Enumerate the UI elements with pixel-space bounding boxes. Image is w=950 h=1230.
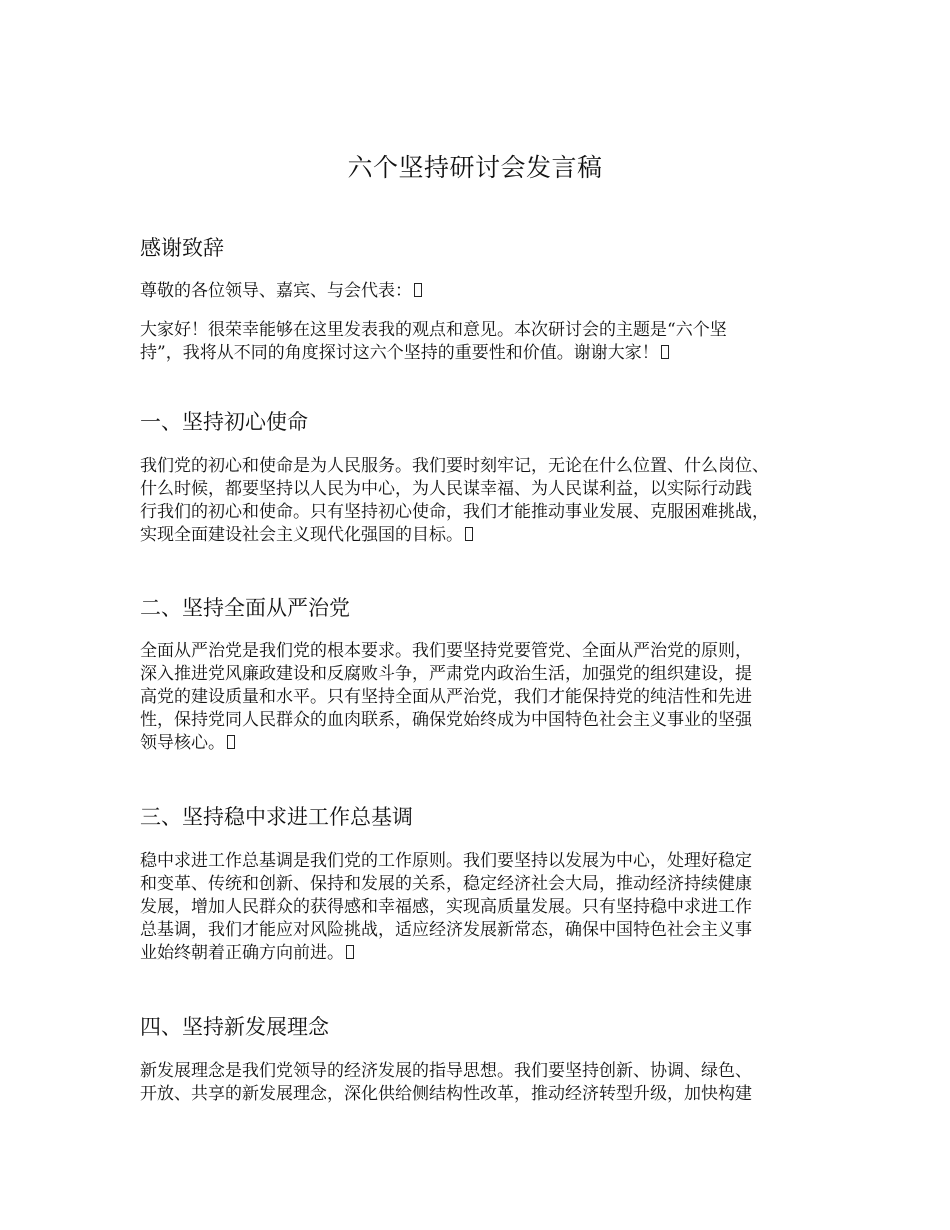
text-line: 开放、共享的新发展理念，深化供给侧结构性改革，推动经济转型升级，加快构建 <box>140 1084 752 1104</box>
text-line: 业始终朝着正确方向前进。 <box>140 942 830 965</box>
paragraph-end-glyph <box>227 735 235 749</box>
text-line: 领导核心。 <box>140 732 830 755</box>
section-heading-2: 二、坚持全面从严治党 <box>140 596 350 620</box>
text-line: 高党的建设质量和水平。只有坚持全面从严治党，我们才能保持党的纯洁性和先进 <box>140 687 752 707</box>
document-title: 六个坚持研讨会发言稿 <box>347 153 603 182</box>
text-line: 稳中求进工作总基调是我们党的工作原则。我们要坚持以发展为中心，处理好稳定 <box>140 851 752 871</box>
paragraph-end-glyph <box>414 283 422 297</box>
paragraph-section-2 <box>140 640 830 755</box>
paragraph-section-1 <box>140 455 830 547</box>
text-line: 大家好！很荣幸能够在这里发表我的观点和意见。本次研讨会的主题是“六个坚 <box>140 320 727 340</box>
text-line: 什么时候，都要坚持以人民为中心，为人民谋幸福、为人民谋利益，以实际行动践 <box>140 479 752 499</box>
text-line: 我们党的初心和使命是为人民服务。我们要时刻牢记，无论在什么位置、什么岗位、 <box>140 456 769 476</box>
text-line: 行我们的初心和使命。只有坚持初心使命，我们才能推动事业发展、克服困难挑战， <box>140 502 769 522</box>
text-line: 实现全面建设社会主义现代化强国的目标。 <box>140 524 830 547</box>
text-line: 全面从严治党是我们党的根本要求。我们要坚持党要管党、全面从严治党的原则， <box>140 641 752 661</box>
text-line: 新发展理念是我们党领导的经济发展的指导思想。我们要坚持创新、协调、绿色、 <box>140 1061 752 1081</box>
text-line: 尊敬的各位领导、嘉宾、与会代表： <box>140 280 830 303</box>
paragraph-section-4 <box>140 1060 830 1106</box>
text-line: 发展，增加人民群众的获得感和幸福感，实现高质量发展。只有坚持稳中求进工作 <box>140 897 752 917</box>
paragraph-greeting <box>140 280 830 303</box>
text-line: 性，保持党同人民群众的血肉联系，确保党始终成为中国特色社会主义事业的坚强 <box>140 710 752 730</box>
paragraph-section-3 <box>140 850 830 965</box>
section-heading-3: 三、坚持稳中求进工作总基调 <box>140 805 413 829</box>
paragraph-end-glyph <box>661 345 669 359</box>
text-line: 和变革、传统和创新、保持和发展的关系，稳定经济社会大局，推动经济持续健康 <box>140 874 752 894</box>
paragraph-end-glyph <box>346 945 354 959</box>
text-line: 持”，我将从不同的角度探讨这六个坚持的重要性和价值。谢谢大家！ <box>140 342 830 365</box>
paragraph-opening <box>140 319 830 365</box>
text-line: 总基调，我们才能应对风险挑战，适应经济发展新常态，确保中国特色社会主义事 <box>140 920 752 940</box>
section-heading-4: 四、坚持新发展理念 <box>140 1015 329 1039</box>
text-line: 深入推进党风廉政建设和反腐败斗争，严肃党内政治生活，加强党的组织建设，提 <box>140 664 752 684</box>
paragraph-end-glyph <box>465 527 473 541</box>
section-heading-1: 一、坚持初心使命 <box>140 410 308 434</box>
section-heading-thanks: 感谢致辞 <box>140 236 224 260</box>
